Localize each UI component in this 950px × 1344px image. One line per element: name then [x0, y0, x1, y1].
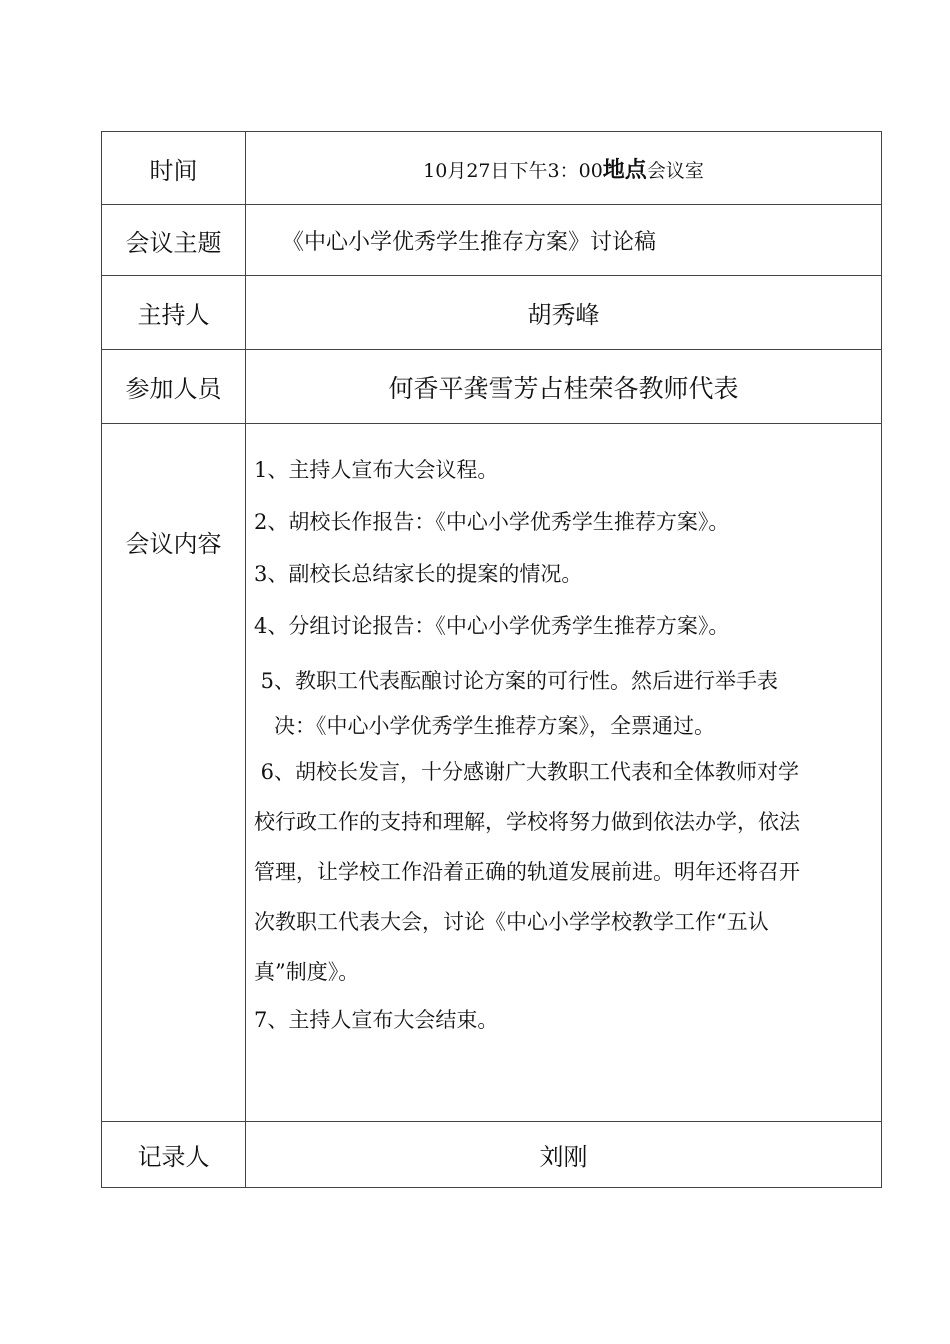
content-row: [102, 424, 882, 1122]
content-line-3: 3、副校长总结家长的提案的情况。: [254, 562, 583, 586]
recorder-label: 记录人: [102, 1122, 246, 1188]
content-line-5: 5、教职工代表酝酿讨论方案的可行性。然后进行举手表: [254, 669, 779, 693]
datetime-text: 10月27日下午3：00: [423, 159, 603, 182]
attendees-row: [102, 350, 882, 424]
host-label: 主持人: [102, 276, 246, 350]
content-line-11: 真”制度》。: [254, 960, 360, 984]
time-label: 时间: [102, 132, 246, 205]
content-value: [246, 424, 882, 1122]
location-label: 地点: [602, 157, 647, 183]
attendees-label: 参加人员: [102, 350, 246, 424]
host-row: [102, 276, 882, 350]
content-label: 会议内容: [102, 424, 246, 1122]
content-line-12: 7、主持人宣布大会结束。: [254, 1008, 499, 1032]
content-line-10: 次教职工代表大会，讨论《中心小学学校教学工作“五认: [254, 910, 769, 934]
time-value: [246, 132, 882, 205]
recorder-row: [102, 1122, 882, 1188]
location-text: 会议室: [646, 159, 704, 182]
attendees-value: 何香平龚雪芳占桂荣各教师代表: [246, 350, 882, 424]
topic-value: 《中心小学优秀学生推存方案》讨论稿: [246, 205, 882, 276]
recorder-value: 刘刚: [246, 1122, 882, 1188]
topic-row: [102, 205, 882, 276]
content-line-4: 4、分组讨论报告：《中心小学优秀学生推荐方案》。: [254, 614, 730, 638]
time-row: [102, 132, 882, 205]
content-line-9: 管理，让学校工作沿着正确的轨道发展前进。明年还将召开: [254, 860, 800, 884]
host-value: 胡秀峰: [246, 276, 882, 350]
topic-label: 会议主题: [102, 205, 246, 276]
content-line-2: 2、胡校长作报告：《中心小学优秀学生推荐方案》。: [254, 510, 730, 534]
content-line-7: 6、胡校长发言，十分感谢广大教职工代表和全体教师对学: [254, 760, 800, 784]
meeting-minutes-table: [101, 131, 882, 1188]
content-line-8: 校行政工作的支持和理解，学校将努力做到依法办学，依法: [254, 810, 800, 834]
content-line-1: 1、主持人宣布大会议程。: [254, 458, 499, 482]
content-line-6: 决：《中心小学优秀学生推荐方案》，全票通过。: [254, 714, 716, 738]
